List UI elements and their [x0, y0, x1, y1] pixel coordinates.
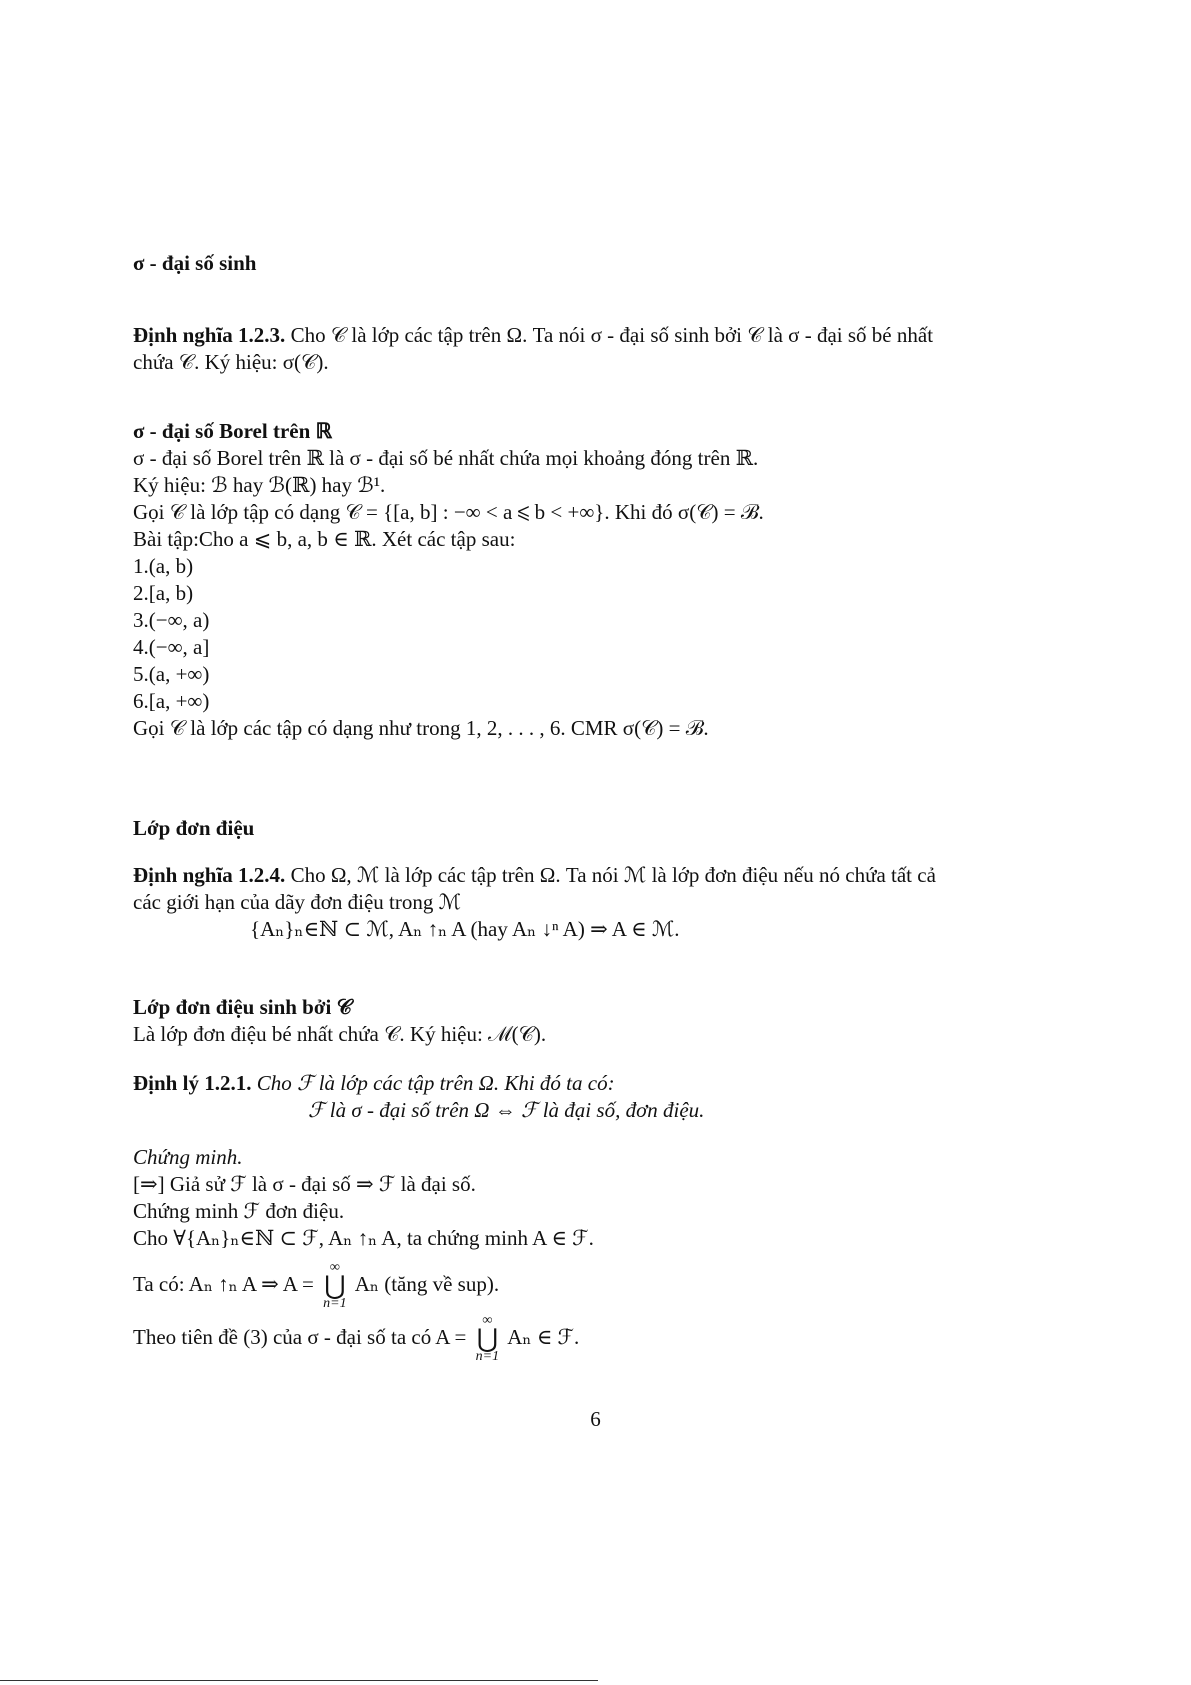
theorem-label: Định lý 1.2.1.	[133, 1071, 252, 1095]
proof-line: Cho ∀{Aₙ}ₙ∈ℕ ⊂ ℱ, Aₙ ↑ₙ A, ta chứng minh A ∈ ℱ.	[133, 1226, 594, 1250]
heading-monotone-generated: Lớp đơn điệu sinh bởi 𝒞	[133, 995, 352, 1019]
proof-line-union: Theo tiên đề (3) của σ - đại số ta có A = ∞ ⋃ n=1 Aₙ ∈ ℱ.	[133, 1313, 580, 1365]
exercise-item: 1.(a, b)	[133, 554, 194, 578]
proof-label: Chứng minh.	[133, 1145, 243, 1169]
borel-line: σ - đại số Borel trên ℝ là σ - đại số bé nhất chứa mọi khoảng đóng trên ℝ.	[133, 446, 759, 470]
theorem-1-2-1	[133, 1070, 1073, 1124]
definition-label: Định nghĩa 1.2.4.	[133, 863, 286, 887]
definition-formula: {Aₙ}ₙ∈ℕ ⊂ ℳ, Aₙ ↑ₙ A (hay Aₙ ↓ⁿ A) ⇒ A ∈ ℳ.	[250, 917, 680, 941]
theorem-formula: ℱ là σ - đại số trên Ω ⇔ ℱ là đại số, đơn điệu.	[308, 1098, 705, 1122]
exercise-item: 3.(−∞, a)	[133, 608, 210, 632]
exercise-item: 2.[a, b)	[133, 581, 194, 605]
definition-text-cont: các giới hạn của dãy đơn điệu trong ℳ	[133, 890, 462, 914]
borel-line: Gọi 𝒞 là lớp các tập có dạng như trong 1, 2, . . . , 6. CMR σ(𝒞) = ℬ.	[133, 716, 709, 740]
definition-text: Cho Ω, ℳ là lớp các tập trên Ω. Ta nói ℳ là lớp đơn điệu nếu nó chứa tất cả	[285, 863, 936, 887]
union-operator: ∞ ⋃ n=1	[475, 1313, 500, 1365]
union-operator: ∞ ⋃ n=1	[323, 1260, 347, 1312]
borel-line: Bài tập:Cho a ⩽ b, a, b ∈ ℝ. Xét các tập sau:	[133, 527, 516, 551]
definition-label: Định nghĩa 1.2.3.	[133, 323, 286, 347]
heading-monotone-class: Lớp đơn điệu	[133, 816, 255, 840]
proof-line: Chứng minh ℱ đơn điệu.	[133, 1199, 345, 1223]
definition-text: Cho 𝒞 là lớp các tập trên Ω. Ta nói σ - đại số sinh bởi 𝒞 là σ - đại số bé nhất	[285, 323, 934, 347]
definition-text-cont: chứa 𝒞. Ký hiệu: σ(𝒞).	[133, 350, 329, 374]
definition-1-2-3	[133, 322, 1073, 376]
heading-borel: σ - đại số Borel trên ℝ	[133, 419, 333, 443]
proof-line: [⇒] Giả sử ℱ là σ - đại số ⇒ ℱ là đại số.	[133, 1172, 476, 1196]
monotone-generated-section	[133, 994, 1073, 1048]
borel-line: Gọi 𝒞 là lớp tập có dạng 𝒞 = {[a, b] : −∞ < a ⩽ b < +∞}. Khi đó σ(𝒞) = ℬ.	[133, 500, 764, 524]
proof-line-union: Ta có: Aₙ ↑ₙ A ⇒ A = ∞ ⋃ n=1 Aₙ (tăng về sup).	[133, 1260, 500, 1312]
definition-1-2-4	[133, 862, 1073, 943]
exercise-item: 4.(−∞, a]	[133, 635, 210, 659]
proof	[133, 1144, 1073, 1364]
borel-line: Ký hiệu: ℬ hay ℬ(ℝ) hay ℬ¹.	[133, 473, 386, 497]
exercise-item: 6.[a, +∞)	[133, 689, 210, 713]
monotone-generated-text: Là lớp đơn điệu bé nhất chứa 𝒞. Ký hiệu: ℳ(𝒞).	[133, 1022, 547, 1046]
theorem-text: Cho ℱ là lớp các tập trên Ω. Khi đó ta có:	[251, 1071, 615, 1095]
page-number: 6	[590, 1407, 601, 1431]
heading-generated-sigma-algebra: σ - đại số sinh	[133, 251, 257, 275]
bottom-rule	[0, 1680, 598, 1681]
borel-section	[133, 418, 1073, 742]
exercise-item: 5.(a, +∞)	[133, 662, 210, 686]
